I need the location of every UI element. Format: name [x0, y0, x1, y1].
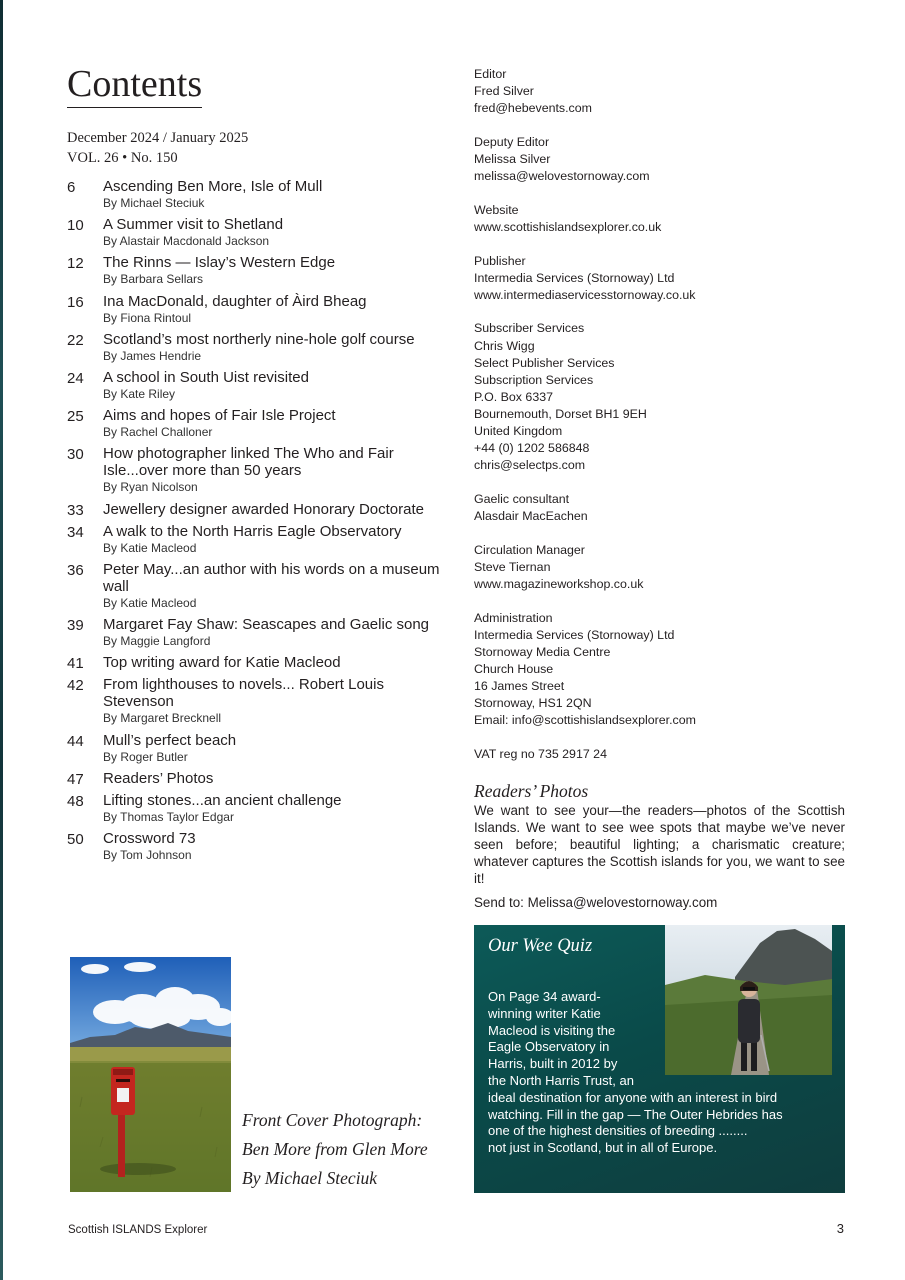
issue-info — [67, 128, 248, 168]
cover-caption-heading: Front Cover Photograph: — [242, 1110, 423, 1130]
quiz-line: On Page 34 award- — [488, 989, 601, 1004]
toc-page-number: 10 — [67, 217, 84, 235]
masthead-role: Publisher — [474, 253, 526, 268]
toc-entry[interactable] — [67, 792, 447, 825]
toc-page-number: 33 — [67, 501, 84, 519]
masthead-link[interactable]: www.intermediaservicesstornoway.co.uk — [474, 287, 696, 302]
quiz-title: Our Wee Quiz — [488, 936, 593, 956]
toc-article-title: Crossword 73 — [103, 830, 196, 848]
masthead — [474, 66, 854, 779]
readers-photos-section — [474, 780, 845, 911]
toc-article-title: From lighthouses to novels... Robert Louis Stevenson — [103, 676, 384, 711]
toc-page-number: 24 — [67, 369, 84, 387]
masthead-email[interactable]: Email: info@scottishislandsexplorer.com — [474, 713, 696, 728]
masthead-line: Intermedia Services (Stornoway) Ltd — [474, 270, 675, 285]
toc-article-title: A school in South Uist revisited — [103, 368, 309, 386]
masthead-publisher — [474, 253, 854, 304]
toc-author: By Roger Butler — [103, 749, 188, 764]
toc-article-title: A walk to the North Harris Eagle Observatory — [103, 522, 402, 540]
quiz-line: one of the highest densities of breeding ........ — [488, 1123, 748, 1139]
masthead-line: Church House — [474, 661, 554, 676]
masthead-gaelic-consultant — [474, 491, 854, 525]
vat-number: VAT reg no 735 2917 24 — [474, 746, 607, 761]
toc-entry[interactable] — [67, 407, 447, 440]
toc-article-title: Readers’ Photos — [103, 769, 214, 787]
toc-entry[interactable] — [67, 770, 447, 787]
footer-page-number: 3 — [836, 1221, 844, 1236]
toc-entry[interactable] — [67, 830, 447, 863]
masthead-email[interactable]: melissa@welovestornoway.com — [474, 169, 650, 184]
toc-article-title: Aims and hopes of Fair Isle Project — [103, 407, 336, 425]
masthead-role: Administration — [474, 610, 553, 625]
toc-author: By Kate Riley — [103, 386, 176, 401]
issue-volume: VOL. 26 • No. 150 — [67, 150, 178, 166]
masthead-line: Chris Wigg — [474, 338, 535, 353]
toc-author: By Tom Johnson — [103, 848, 192, 863]
toc-page-number: 48 — [67, 793, 84, 810]
toc-entry[interactable] — [67, 445, 447, 495]
toc-entry[interactable] — [67, 732, 447, 765]
toc-entry[interactable] — [67, 523, 447, 556]
masthead-line: 16 James Street — [474, 678, 565, 693]
cover-photograph — [70, 957, 231, 1192]
masthead-line: Bournemouth, Dorset BH1 9EH — [474, 406, 647, 421]
readers-photos-send-to[interactable]: Send to: Melissa@welovestornoway.com — [474, 895, 718, 910]
table-of-contents — [67, 178, 447, 868]
toc-page-number: 41 — [67, 655, 84, 673]
toc-entry[interactable] — [67, 216, 447, 249]
toc-page-number: 50 — [67, 831, 84, 849]
toc-author: By Fiona Rintoul — [103, 310, 192, 325]
toc-page-number: 6 — [67, 179, 76, 196]
toc-page-number: 30 — [67, 446, 84, 464]
masthead-line: Select Publisher Services — [474, 355, 615, 370]
toc-author: By Margaret Brecknell — [103, 711, 222, 726]
masthead-deputy-editor — [474, 134, 854, 185]
toc-page-number: 44 — [67, 732, 84, 750]
masthead-line: P.O. Box 6337 — [474, 389, 553, 404]
issue-date: December 2024 / January 2025 — [67, 130, 249, 146]
toc-article-title: How photographer linked The Who and Fair Isle...over more than 50 years — [103, 445, 394, 480]
cover-caption-location: Ben More from Glen More — [242, 1139, 428, 1159]
toc-entry[interactable] — [67, 616, 447, 649]
quiz-line: ideal destination for anyone with an interest in bird — [488, 1089, 778, 1105]
masthead-phone: +44 (0) 1202 586848 — [474, 441, 590, 456]
masthead-line: Intermedia Services (Stornoway) Ltd — [474, 627, 675, 642]
wee-quiz-box — [474, 925, 845, 1193]
masthead-line: United Kingdom — [474, 423, 563, 438]
toc-author: By Michael Steciuk — [103, 196, 205, 210]
toc-page-number: 34 — [67, 523, 84, 541]
toc-author: By Rachel Challoner — [103, 425, 213, 440]
toc-page-number: 25 — [67, 408, 84, 426]
cover-caption-credit: By Michael Steciuk — [242, 1168, 378, 1188]
quiz-line: winning writer Katie — [488, 1005, 601, 1021]
toc-entry[interactable] — [67, 501, 447, 518]
readers-photos-body: We want to see your—the readers—photos of the Scottish Islands. We want to see wee spots that maybe we’ve never seen before; beautiful lighting; a charismatic creature; whatever captures the Scottish islands for you, we want to see it! — [474, 803, 845, 886]
masthead-role: Website — [474, 202, 519, 217]
masthead-line: Melissa Silver — [474, 151, 551, 166]
toc-author: By Katie Macleod — [103, 540, 197, 555]
toc-page-number: 47 — [67, 770, 84, 788]
toc-article-title: Scotland’s most northerly nine-hole golf course — [103, 330, 415, 348]
toc-entry[interactable] — [67, 254, 447, 287]
masthead-role: Gaelic consultant — [474, 491, 570, 506]
toc-author: By Maggie Langford — [103, 634, 211, 649]
masthead-link[interactable]: www.scottishislandsexplorer.co.uk — [474, 219, 662, 234]
page-edge-strip — [0, 0, 3, 1280]
toc-entry[interactable] — [67, 561, 447, 611]
masthead-line: Stornoway Media Centre — [474, 644, 611, 659]
masthead-email[interactable]: chris@selectps.com — [474, 458, 586, 473]
toc-article-title: Margaret Fay Shaw: Seascapes and Gaelic song — [103, 616, 430, 634]
masthead-line: Stornoway, HS1 2QN — [474, 695, 592, 710]
masthead-circulation-manager — [474, 542, 854, 593]
toc-article-title: A Summer visit to Shetland — [103, 216, 284, 234]
quiz-line: not just in Scotland, but in all of Europe. — [488, 1140, 718, 1156]
toc-page-number: 42 — [67, 677, 84, 695]
masthead-administration — [474, 610, 854, 730]
contents-title: Contents — [67, 62, 202, 108]
toc-author: By Ryan Nicolson — [103, 480, 198, 495]
toc-page-number: 12 — [67, 255, 84, 273]
toc-article-title: Top writing award for Katie Macleod — [103, 654, 341, 672]
masthead-role: Editor — [474, 67, 507, 81]
masthead-role: Deputy Editor — [474, 134, 550, 149]
toc-article-title: Peter May...an author with his words on a museum wall — [103, 560, 440, 595]
masthead-editor — [474, 66, 854, 117]
quiz-line: Harris, built in 2012 by — [488, 1056, 618, 1072]
masthead-line: Subscription Services — [474, 372, 594, 387]
toc-article-title: Jewellery designer awarded Honorary Doctorate — [103, 500, 424, 518]
toc-entry[interactable] — [67, 654, 447, 671]
masthead-line: Alasdair MacEachen — [474, 508, 588, 523]
quiz-line: Macleod is visiting the — [488, 1022, 616, 1038]
toc-page-number: 22 — [67, 331, 84, 349]
masthead-vat — [474, 746, 854, 763]
toc-article-title: Ina MacDonald, daughter of Àird Bheag — [103, 292, 367, 310]
toc-entry[interactable] — [67, 369, 447, 402]
toc-page-number: 16 — [67, 293, 84, 311]
toc-article-title: The Rinns — Islay’s Western Edge — [103, 254, 336, 272]
quiz-line: Eagle Observatory in — [488, 1039, 610, 1055]
toc-author: By Katie Macleod — [103, 595, 197, 610]
masthead-link[interactable]: www.magazineworkshop.co.uk — [474, 576, 644, 591]
masthead-line: Steve Tiernan — [474, 559, 551, 574]
masthead-role: Circulation Manager — [474, 542, 585, 557]
toc-entry[interactable] — [67, 293, 447, 326]
toc-entry[interactable] — [67, 178, 447, 211]
masthead-subscriber-services — [474, 320, 854, 474]
toc-article-title: Mull’s perfect beach — [103, 731, 237, 749]
readers-photos-title: Readers’ Photos — [474, 781, 589, 801]
masthead-role: Subscriber Services — [474, 321, 585, 336]
toc-author: By Barbara Sellars — [103, 272, 204, 287]
toc-author: By Thomas Taylor Edgar — [103, 810, 234, 824]
toc-author: By Alastair Macdonald Jackson — [103, 234, 270, 249]
toc-author: By James Hendrie — [103, 348, 202, 363]
toc-entry[interactable] — [67, 331, 447, 364]
toc-article-title: Lifting stones...an ancient challenge — [103, 792, 342, 809]
toc-entry[interactable] — [67, 676, 447, 726]
quiz-line: the North Harris Trust, an — [488, 1072, 634, 1088]
toc-page-number: 36 — [67, 561, 84, 579]
cover-caption — [242, 1106, 428, 1193]
masthead-website — [474, 202, 854, 236]
masthead-email[interactable]: fred@hebevents.com — [474, 101, 592, 116]
toc-page-number: 39 — [67, 617, 84, 635]
masthead-line: Fred Silver — [474, 84, 534, 99]
quiz-body — [488, 989, 838, 1157]
footer-magazine-name: Scottish ISLANDS Explorer — [68, 1224, 208, 1236]
quiz-line: watching. Fill in the gap — The Outer Hebrides has — [488, 1106, 783, 1122]
toc-article-title: Ascending Ben More, Isle of Mull — [103, 178, 323, 195]
